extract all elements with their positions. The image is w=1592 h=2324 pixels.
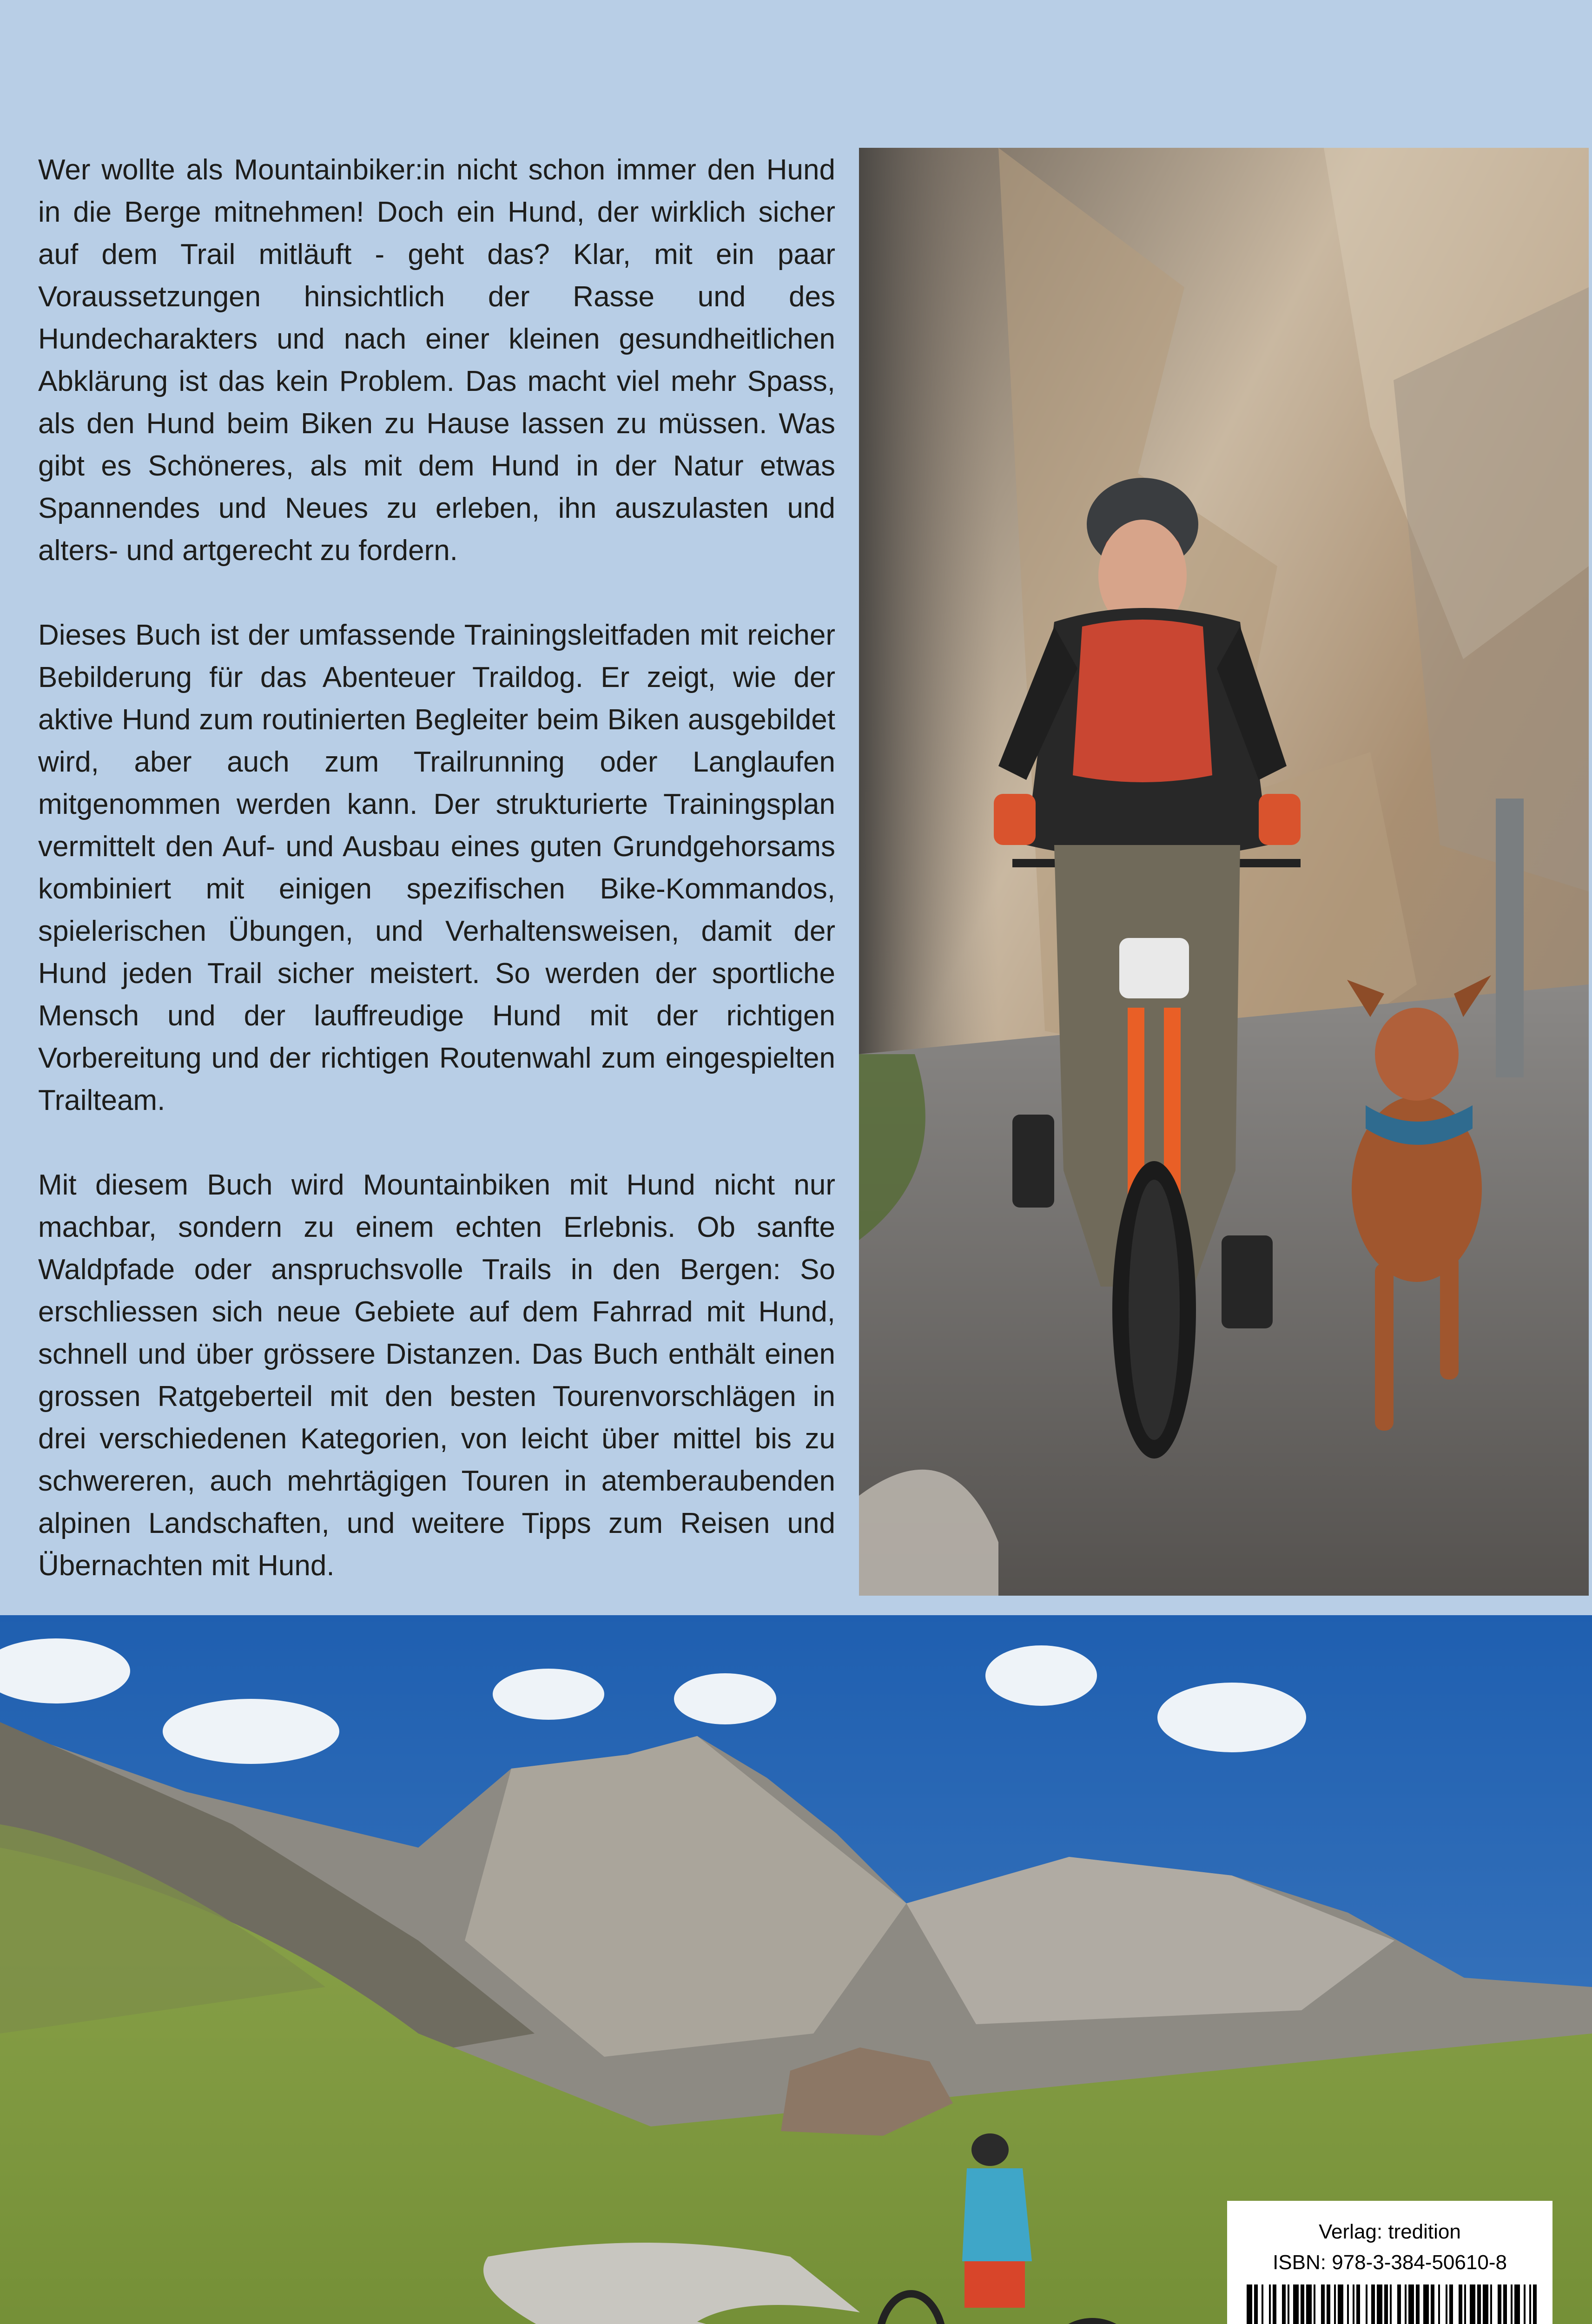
barcode-bar (1408, 2284, 1414, 2324)
blurb-paragraph-3: Mit diesem Buch wird Mountainbiken mit Hund nicht nur machbar, sondern zu einem echten Erlebnis. Ob sanfte Waldpfade oder anspruchsvolle Trails in den Bergen: So erschliessen sich neue Gebiete auf dem Fahrrad mit Hund, schnell und über grössere Distanzen. Das Buch enthält einen grossen Ratgeberteil mit den besten Tourenvorschlägen in drei verschiedenen Kategorien, von leicht über mittel bis zu schwereren, auch mehrtägigen Touren in atemberaubenden alpinen Landschaften, und weitere Tipps zum Reisen und Übernachten mit Hund. (38, 1169, 835, 1582)
barcode-bar (1366, 2284, 1367, 2324)
barcode-bar (1327, 2284, 1330, 2324)
barcode-bar (1464, 2284, 1466, 2324)
barcode-bar (1247, 2284, 1252, 2324)
biker-with-dog-photo (859, 148, 1589, 1596)
barcode-bar (1356, 2284, 1360, 2324)
barcode-bar (1529, 2284, 1531, 2324)
barcode-bar (1397, 2284, 1401, 2324)
barcode-bar (1282, 2284, 1286, 2324)
barcode-bar (1490, 2284, 1492, 2324)
barcode-bar (1262, 2284, 1263, 2324)
blurb-paragraph-1: Wer wollte als Mountainbiker:in nicht schon immer den Hund in die Berge mitnehmen! Doch ein Hund, der wirklich sicher auf dem Trail mitläuft - geht das? Klar, mit ein paar Voraussetzungen hinsichtlich der Rasse und des Hundecharakters und nach einer kleinen gesundheitlichen Abklärung ist das kein Problem. Das macht viel mehr Spass, als den Hund beim Biken zu Hause lassen zu müssen. Was gibt es Schöneres, als mit dem Hund in der Natur etwas Spannendes und Neues zu erleben, ihn auszulasten und alters- und artgerecht zu fordern. (38, 154, 835, 567)
barcode-bar (1483, 2284, 1488, 2324)
barcode-bar (1288, 2284, 1289, 2324)
barcode-bar (1301, 2284, 1304, 2324)
barcode-bar (1334, 2284, 1336, 2324)
publisher-label: Verlag: tredition (1319, 2220, 1461, 2243)
barcode-bar (1477, 2284, 1481, 2324)
barcode-bar (1390, 2284, 1392, 2324)
barcode-bar (1511, 2284, 1513, 2324)
barcode (1242, 2284, 1539, 2324)
barcode-bar (1338, 2284, 1343, 2324)
barcode-bar (1273, 2284, 1276, 2324)
barcode-bar (1314, 2284, 1315, 2324)
isbn-label: ISBN: 978-3-384-50610-8 (1273, 2251, 1507, 2274)
barcode-bar (1431, 2284, 1434, 2324)
barcode-bar (1371, 2284, 1375, 2324)
back-cover-blurb (38, 149, 835, 1629)
barcode-bar (1514, 2284, 1520, 2324)
barcode-bar (1384, 2284, 1388, 2324)
barcode-bar (1524, 2284, 1526, 2324)
barcode-bar (1533, 2284, 1537, 2324)
isbn-barcode-label (1227, 2201, 1552, 2324)
barcode-bar (1269, 2284, 1271, 2324)
barcode-bar (1254, 2284, 1258, 2324)
barcode-bar (1405, 2284, 1407, 2324)
blurb-paragraph-2: Dieses Buch ist der umfassende Trainingsleitfaden mit reicher Bebilderung für das Abenteuer Traildog. Er zeigt, wie der aktive Hund zum routinierten Begleiter beim Biken ausgebildet wird, aber auch zum Trailrunning oder Langlaufen mitgenommen werden kann. Der strukturierte Trainingsplan vermittelt den Auf- und Ausbau eines guten Grundgehorsams kombiniert mit einigen spezifischen Bike-Kommandos, spielerischen Übungen, und Verhaltensweisen, damit der Hund jeden Trail sicher meistert. So werden der sportliche Mensch und der lauffreudige Hund mit der richtigen Vorbereitung und der richtigen Routenwahl zum eingespielten Trailteam. (38, 619, 835, 1116)
barcode-bar (1321, 2284, 1325, 2324)
barcode-bar (1347, 2284, 1349, 2324)
barcode-bar (1449, 2284, 1453, 2324)
barcode-bar (1293, 2284, 1299, 2324)
barcode-bar (1438, 2284, 1440, 2324)
barcode-bar (1470, 2284, 1475, 2324)
barcode-bar (1498, 2284, 1501, 2324)
barcode-bar (1353, 2284, 1354, 2324)
barcode-bar (1377, 2284, 1382, 2324)
barcode-bar (1446, 2284, 1447, 2324)
barcode-bar (1459, 2284, 1462, 2324)
barcode-bar (1416, 2284, 1420, 2324)
barcode-bar (1503, 2284, 1507, 2324)
barcode-bar (1423, 2284, 1429, 2324)
barcode-bar (1306, 2284, 1312, 2324)
